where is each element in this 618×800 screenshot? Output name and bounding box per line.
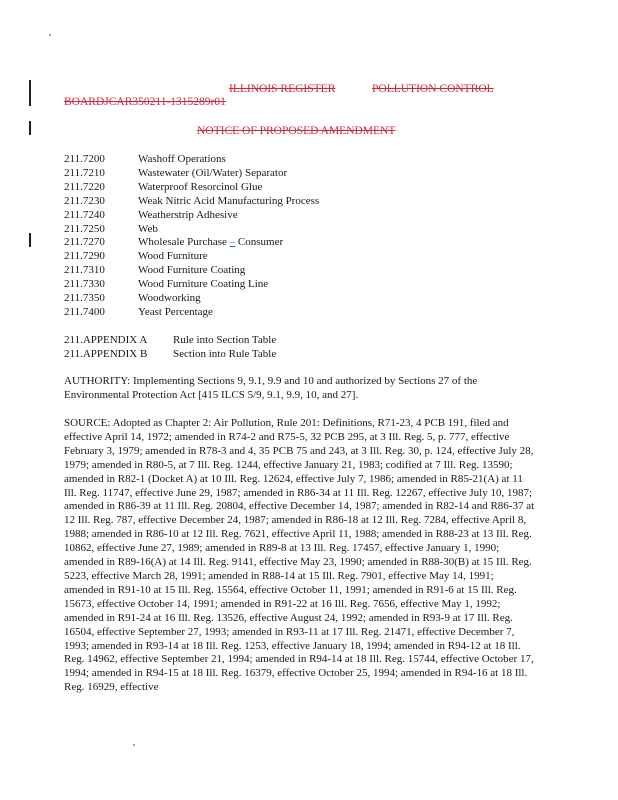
notice-heading: NOTICE OF PROPOSED AMENDMENT [197,125,396,137]
section-row [64,306,319,320]
change-bar [29,121,31,135]
section-title [138,236,283,250]
scan-speck [133,744,135,746]
section-number: 211.7250 [64,222,105,235]
section-number: 211.7290 [64,250,105,263]
section-title: Woodworking [138,292,201,305]
section-title: Wood Furniture [138,250,208,263]
section-number: 211.7310 [64,264,105,277]
section-row [64,181,319,195]
section-title: Waterproof Resorcinol Glue [138,180,263,193]
section-row [64,278,319,292]
section-number: 211.7400 [64,305,105,318]
board-heading-part2: BOARD [64,96,105,108]
section-row [64,153,319,167]
appendix-title: Rule into Section Table [173,334,277,346]
section-row [64,292,319,306]
source-paragraph: SOURCE: Adopted as Chapter 2: Air Pollution, Rule 201: Definitions, R71-23, 4 PCB 191, filed and effective April 14, 1972; amended in R74-2 and R75-5, 32 PCB 295, at 3 Ill. Reg. 5, p. 777, effective February 3, 1979; amended in R78-3 and 4, 35 PCB 75 and 243, at 3 Ill. Reg. 30, p. 124, effective July 28, 1979; amended in R80-5, at 7 Ill. Reg. 1244, effective January 21, 1983; codified at 7 Ill. Reg. 13590; amended in R82-1 (Docket A) at 10 Ill. Reg. 12624, effective July 7, 1986; amended in R85-21(A) at 11 Ill. Reg. 11747, effective June 29, 1987; amended in R86-34 at 11 Ill. Reg. 12267, effective July 10, 1987; amended in R86-39 at 11 Ill. Reg. 20804, effective December 14, 1987; amended in R82-14 and R86-37 at 12 Ill. Reg. 787, effective December 24, 1987; amended in R86-18 at 12 Ill. Reg. 7284, effective April 8, 1988; amended in R86-10 at 12 Ill. Reg. 7621, effective April 11, 1988; amended in R88-23 at 13 Ill. Reg. 10862, effective June 27, 1989; amended in R89-8 at 13 Ill. Reg. 17457, effective January 1, 1990; amended in R89-16(A) at 14 Ill. Reg. 9141, effective May 23, 1990; amended in R88-30(B) at 15 Ill. Reg. 5223, effective March 28, 1991; amended in R88-14 at 15 Ill. Reg. 7901, effective May 14, 1991; amended in R91-10 at 15 Ill. Reg. 15564, effective October 11, 1991; amended in R91-6 at 15 Ill. Reg. 15673, effective October 14, 1991; amended in R91-22 at 16 Ill. Reg. 7656, effective May 1, 1992; amended in R91-24 at 16 Ill. Reg. 13526, effective August 24, 1992; amended in R93-9 at 17 Ill. Reg. 16504, effective September 27, 1993; amended in R93-11 at 17 Ill. Reg. 21471, effective December 7, 1993; amended in R93-14 at 18 Ill. Reg. 1253, effective January 18, 1994; amended in R94-12 at 18 Ill. Reg. 14962, effective September 21, 1994; amended in R94-14 at 18 Ill. Reg. 15744, effective October 17, 1994; amended in R94-15 at 18 Ill. Reg. 16379, effective October 25, 1994; amended in R94-16 at 18 Ill. Reg. 16929, effective [64,417,535,694]
section-number: 211.7230 [64,194,105,207]
section-title: Washoff Operations [138,153,226,165]
section-number: 211.7210 [64,166,105,179]
appendix-row [64,334,276,348]
section-row [64,195,319,209]
section-title: Weak Nitric Acid Manufacturing Process [138,194,320,207]
section-row [64,236,319,250]
section-number: 211.7330 [64,278,105,291]
section-row [64,264,319,278]
appendix-list [64,334,276,362]
document-id: JCAR350211-1315289r01 [104,96,226,108]
appendix-title: Section into Rule Table [173,347,277,360]
section-title: Weatherstrip Adhesive [138,208,238,221]
appendix-number: 211.APPENDIX A [64,334,148,346]
section-number: 211.7240 [64,208,105,221]
section-row [64,209,319,223]
section-number: 211.7270 [64,236,105,249]
section-title: Yeast Percentage [138,305,213,318]
authority-paragraph: AUTHORITY: Implementing Sections 9, 9.1, 9.9 and 10 and authorized by Sections 27 of the Environmental Protection Act [415 ILCS 5/9, 9.1, 9.9, 10, and 27]. [64,375,478,401]
board-heading-part1: POLLUTION CONTROL [372,83,494,95]
section-title-after: Consumer [235,236,284,249]
change-bar [29,80,31,106]
section-row [64,223,319,237]
appendix-row [64,348,276,362]
dash-edit-mark: – [229,236,236,249]
scan-speck [49,34,51,36]
section-title: Wood Furniture Coating [138,264,246,277]
board-heading-line2 [64,96,226,108]
section-row [64,250,319,264]
section-title: Web [138,222,158,235]
section-list [64,153,319,320]
section-row [64,167,319,181]
section-number: 211.7350 [64,292,105,305]
section-number: 211.7220 [64,180,105,193]
change-bar [29,233,31,247]
section-title-before: Wholesale Purchase [138,236,230,249]
register-heading: ILLINOIS REGISTER [229,83,336,95]
section-title: Wastewater (Oil/Water) Separator [138,166,288,179]
section-title: Wood Furniture Coating Line [138,278,269,291]
appendix-number: 211.APPENDIX B [64,347,148,360]
section-number: 211.7200 [64,153,105,165]
